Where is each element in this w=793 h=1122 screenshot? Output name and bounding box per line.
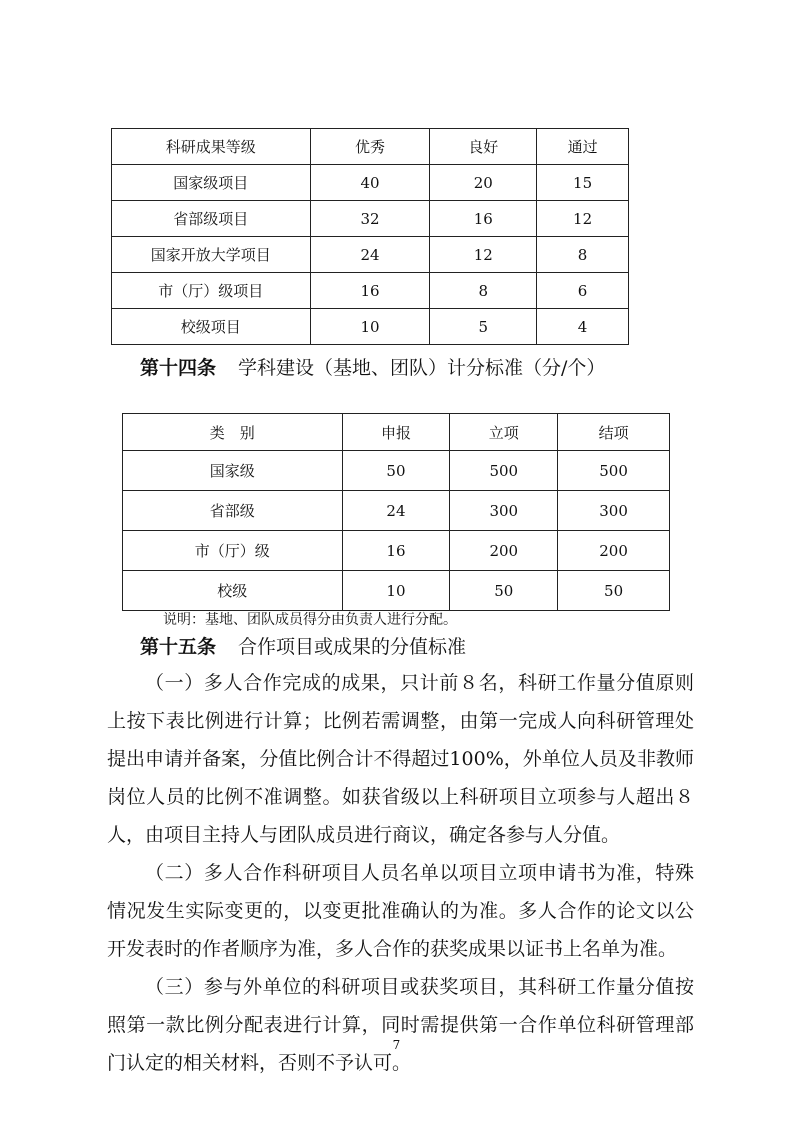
table-header-row [123,414,670,451]
table-cell: 省部级 [123,491,343,531]
table-cell: 16 [430,201,537,237]
table-row [112,273,629,309]
table-cell: 32 [310,201,430,237]
table-cell: 4 [537,309,629,345]
table-note: 说明：基地、团队成员得分由负责人进行分配。 [163,612,457,628]
article-14-heading [140,353,605,380]
table-cell: 10 [310,309,430,345]
article-14-label: 第十四条 [140,357,217,379]
header-cell: 申报 [342,414,450,451]
table-cell: 24 [342,491,450,531]
table-cell: 300 [450,491,558,531]
table-cell: 校级项目 [112,309,311,345]
table-cell: 24 [310,237,430,273]
table-cell: 20 [430,165,537,201]
table-cell: 40 [310,165,430,201]
header-cell: 优秀 [310,129,430,165]
table-row [112,201,629,237]
article-14-title: 学科建设（基地、团队）计分标准（分/个） [238,357,606,379]
table-cell: 国家级 [123,451,343,491]
article-15-label: 第十五条 [140,636,217,658]
article-15-title: 合作项目或成果的分值标准 [238,636,467,658]
table-cell: 国家开放大学项目 [112,237,311,273]
table-cell: 12 [537,201,629,237]
header-cell: 结项 [558,414,670,451]
discipline-construction-table [122,413,670,611]
header-cell: 类 别 [123,414,343,451]
article-15-heading [140,632,466,659]
table-cell: 15 [537,165,629,201]
table-cell: 12 [430,237,537,273]
table-cell: 200 [558,531,670,571]
table-cell: 200 [450,531,558,571]
table-row [123,531,670,571]
header-cell: 立项 [450,414,558,451]
paragraph: （三）参与外单位的科研项目或获奖项目，其科研工作量分值按照第一款比例分配表进行计算，同时需提供第一合作单位科研管理部门认定的相关材料，否则不予认可。 [107,976,694,1074]
table-cell: 省部级项目 [112,201,311,237]
table-row [112,165,629,201]
table-cell: 8 [430,273,537,309]
table-cell: 300 [558,491,670,531]
table-cell: 50 [342,451,450,491]
table-cell: 校级 [123,571,343,611]
table-row [112,237,629,273]
paragraph: （一）多人合作完成的成果，只计前８名，科研工作量分值原则上按下表比例进行计算；比例若需调整，由第一完成人向科研管理处提出申请并备案，分值比例合计不得超过100%，外单位人员及非教师岗位人员的比例不准调整。如获省级以上科研项目立项参与人超出８人，由项目主持人与团队成员进行商议，确定各参与人分值。 [107,672,694,846]
research-achievement-table [111,128,629,345]
table-cell: 16 [310,273,430,309]
table-cell: 500 [450,451,558,491]
table-cell: 6 [537,273,629,309]
page-number: 7 [392,1038,401,1052]
table-cell: 市（厅）级项目 [112,273,311,309]
table-cell: 500 [558,451,670,491]
table-row [123,451,670,491]
table-cell: 10 [342,571,450,611]
table-row [112,309,629,345]
body-text [107,664,694,1082]
table-cell: 市（厅）级 [123,531,343,571]
header-cell: 通过 [537,129,629,165]
table-cell: 16 [342,531,450,571]
table-cell: 8 [537,237,629,273]
header-cell: 良好 [430,129,537,165]
header-cell: 科研成果等级 [112,129,311,165]
table-header-row [112,129,629,165]
table-cell: 国家级项目 [112,165,311,201]
table-row [123,571,670,611]
paragraph: （二）多人合作科研项目人员名单以项目立项申请书为准，特殊情况发生实际变更的，以变更批准确认的为准。多人合作的论文以公开发表时的作者顺序为准，多人合作的获奖成果以证书上名单为准。 [107,862,694,960]
table-cell: 50 [558,571,670,611]
table-cell: 5 [430,309,537,345]
table-row [123,491,670,531]
table-cell: 50 [450,571,558,611]
